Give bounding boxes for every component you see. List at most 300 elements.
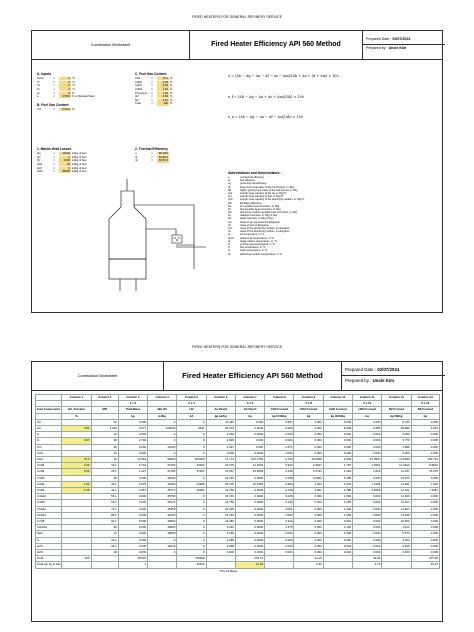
table-cell: kg CO2/kg bbox=[265, 413, 294, 419]
table-cell: 33.63 bbox=[353, 556, 382, 562]
table-cell: 42133 bbox=[177, 562, 206, 568]
table-cell: Column 9 bbox=[294, 395, 323, 401]
inputs-list bbox=[37, 77, 94, 99]
table-cell: 100 bbox=[62, 556, 91, 562]
heat-loss-unit: kJ/kg of fuel bbox=[72, 163, 87, 167]
table-cell: 8.929 bbox=[323, 426, 352, 432]
table-cell: 3.344 bbox=[265, 519, 294, 525]
abbreviation-description: mass of fuel, in kilograms bbox=[240, 223, 269, 227]
table-cell: 13.280 bbox=[206, 519, 235, 525]
table-cell: 2.33 bbox=[62, 463, 91, 469]
worksheet-title: Combustion Worksheet bbox=[32, 31, 190, 59]
input-value: 0 bbox=[59, 84, 71, 87]
abbreviation-description: stack heat loss, in J/kg of fuel bbox=[240, 217, 274, 221]
table-cell: 28.1 bbox=[91, 469, 118, 475]
table-cell: 0.0000 bbox=[235, 550, 264, 556]
abbreviation-symbol: hL bbox=[228, 185, 231, 189]
page-header: FIRED HEATERS FOR GENERAL REFINERY SERVICE bbox=[192, 15, 282, 19]
table-cell: 0 bbox=[177, 525, 206, 531]
table-cell: 0 bbox=[177, 519, 206, 525]
table-cell: 0.000 bbox=[118, 531, 147, 537]
abbreviation-description: gross thermal efficiency bbox=[240, 182, 267, 186]
table-cell: 8.6824 bbox=[411, 463, 439, 469]
table-cell: kg bbox=[294, 413, 323, 419]
table-cell: H2 bbox=[36, 426, 62, 432]
table-cell: 2.001 bbox=[411, 426, 439, 432]
table-cell: 46360 bbox=[148, 481, 177, 487]
fuel-gas-list bbox=[135, 77, 172, 106]
table-cell: 1.896 bbox=[382, 444, 411, 450]
table-cell: 16.075 bbox=[206, 463, 235, 469]
table-cell: 0.686 bbox=[353, 426, 382, 432]
abbreviation-symbol: ΔH bbox=[228, 201, 232, 205]
heat-loss-key: Qs bbox=[37, 155, 41, 159]
table-cell: 1.590 bbox=[323, 531, 352, 537]
table-cell: 15.576 bbox=[206, 481, 235, 487]
table-cell: 18 bbox=[91, 550, 118, 556]
heat-loss-value: 0 bbox=[59, 156, 71, 159]
table-cell: % bbox=[62, 413, 91, 419]
heat-loss-value: 0 bbox=[59, 167, 71, 170]
table-cell: 0.000 bbox=[118, 525, 147, 531]
table-cell: MR bbox=[91, 407, 118, 413]
efficiency-key: ηn bbox=[135, 159, 138, 163]
table-cell: 2.6240 bbox=[235, 426, 264, 432]
table-cell: 6.440 bbox=[206, 525, 235, 531]
table-cell: C3H6 bbox=[36, 488, 62, 494]
abbreviation-symbol: ma bbox=[228, 220, 232, 224]
fuel-gas-title: C. Fuel Gas Content bbox=[135, 72, 167, 76]
table-cell: 15.163 bbox=[206, 512, 235, 518]
table-cell: 4.292 bbox=[206, 432, 235, 438]
table-cell: 0.000 bbox=[118, 519, 147, 525]
table-cell: CO2 bbox=[36, 450, 62, 456]
table-cell: 1.000 bbox=[265, 450, 294, 456]
table-cell: 0.0000 bbox=[235, 475, 264, 481]
fuel-gas-unit: % bbox=[170, 88, 173, 92]
efficiency-equals: = bbox=[151, 159, 153, 163]
table-cell: 0.000 bbox=[323, 444, 352, 450]
input-value: 0 bbox=[59, 77, 71, 80]
table-cell: 14.755 bbox=[206, 488, 235, 494]
table-cell: 0.000 bbox=[294, 525, 323, 531]
table-cell: C3H8 bbox=[36, 481, 62, 487]
table-cell: 0.000 bbox=[411, 500, 439, 506]
table-cell: Column 1 bbox=[62, 395, 91, 401]
abbreviation-symbol: tm bbox=[228, 252, 231, 256]
efficiency-equals: = bbox=[151, 152, 153, 156]
table-cell: C4H8 bbox=[36, 500, 62, 506]
input-unit: % of liberated heat bbox=[72, 95, 95, 99]
abbreviation-description: fuel efficiency bbox=[240, 179, 256, 183]
table-cell: 45100 bbox=[148, 512, 177, 518]
table-cell: kJ/kg bbox=[148, 413, 177, 419]
abbreviation-symbol: ts bbox=[228, 242, 230, 246]
table-cell: Column 10 bbox=[323, 395, 352, 401]
heat-loss-key: ΔHf bbox=[37, 166, 42, 170]
heat-loss-equals: = bbox=[53, 166, 55, 170]
table-cell: 1.285 bbox=[323, 488, 352, 494]
fuel-gas-value: 3.82 bbox=[157, 95, 169, 98]
table-cell: 0.000 bbox=[118, 506, 147, 512]
table-cell: 0.000 bbox=[118, 494, 147, 500]
table-cell: 10.563 bbox=[382, 519, 411, 525]
table-cell: 11.446 bbox=[206, 419, 235, 425]
table-cell: 20.9369 bbox=[235, 469, 264, 475]
abbreviation-description: exit flue-gas temperature, in °C bbox=[240, 242, 276, 246]
table-cell: 2.467 bbox=[206, 444, 235, 450]
table-cell: 5.573 bbox=[382, 531, 411, 537]
table-cell: CO2 Formed bbox=[294, 407, 323, 413]
table-cell: 34.073 bbox=[206, 426, 235, 432]
table-cell: 0.000 bbox=[411, 432, 439, 438]
table-cell: 0 bbox=[148, 432, 177, 438]
table-cell: 0.000 bbox=[353, 438, 382, 444]
prepared-date: 02/07/2024 bbox=[392, 37, 411, 41]
table-cell: 0.000 bbox=[411, 475, 439, 481]
input-key: Tf bbox=[37, 80, 40, 84]
table-cell: 28 bbox=[91, 475, 118, 481]
table-cell: 0.000 bbox=[294, 450, 323, 456]
table-cell: 28 bbox=[91, 444, 118, 450]
fuel-gas-equals: = bbox=[151, 80, 153, 84]
fuel-gas-unit: % bbox=[170, 80, 173, 84]
table-cell: N2 Formed bbox=[411, 407, 439, 413]
fuel-gas-unit: % bbox=[170, 98, 173, 102]
table-cell: 2.0547 bbox=[294, 463, 323, 469]
abbreviation-description: mass of the atomizing medium, in kilograms bbox=[240, 230, 290, 234]
table-cell: 0.000 bbox=[118, 537, 147, 543]
table-cell: 0.000 bbox=[353, 432, 382, 438]
table-cell: S bbox=[36, 537, 62, 543]
table-cell: C5H12 bbox=[36, 506, 62, 512]
prepared-date-label: Prepared Date : bbox=[366, 37, 392, 41]
table-cell: 786499 bbox=[177, 556, 206, 562]
table-cell: 1.285 bbox=[323, 475, 352, 481]
table-cell: 0.000 bbox=[294, 543, 323, 549]
table-cell: 0.000 bbox=[323, 432, 352, 438]
table-cell: C bbox=[36, 432, 62, 438]
table-cell: 10.070 bbox=[382, 475, 411, 481]
table-cell: H2O Formed bbox=[353, 407, 382, 413]
table-cell: 0.0000 bbox=[235, 543, 264, 549]
table-cell: Column 2 bbox=[91, 395, 118, 401]
table-cell: 17.173 bbox=[206, 457, 235, 463]
fuel-gas-key: C3H8 bbox=[135, 88, 142, 92]
table-cell: 32 bbox=[91, 525, 118, 531]
footnote-row bbox=[36, 568, 440, 574]
table-cell: 0.000 bbox=[382, 432, 411, 438]
table-cell: 5.06 bbox=[62, 469, 91, 475]
table-cell: 67363 bbox=[177, 469, 206, 475]
table-cell: 0 bbox=[148, 450, 177, 456]
table-cell: 0.000 bbox=[353, 419, 382, 425]
table-cell: 11.607 bbox=[382, 506, 411, 512]
table-cell: 45350 bbox=[148, 506, 177, 512]
input-unit: °C bbox=[72, 84, 76, 88]
table-cell: 0 bbox=[177, 419, 206, 425]
table-cell: 0.000 bbox=[265, 438, 294, 444]
table-cell: Column 3 bbox=[118, 395, 147, 401]
table-cell: 0.000 bbox=[353, 475, 382, 481]
abbreviation-description: design datum temperature, in °C bbox=[240, 239, 277, 243]
fuel-gas-value: 1.56 bbox=[157, 92, 169, 95]
table-cell: Air Req'd bbox=[235, 407, 264, 413]
table-cell: 1.829 bbox=[353, 469, 382, 475]
table-cell: 45770 bbox=[148, 488, 177, 494]
table-cell: 0.000 bbox=[294, 506, 323, 512]
table-cell: 0.701 bbox=[118, 463, 147, 469]
table-cell: 0 bbox=[177, 432, 206, 438]
table-cell: 0.000 bbox=[411, 550, 439, 556]
table-cell: 0.000 bbox=[118, 500, 147, 506]
prepared-by-label: Prepared by : bbox=[366, 46, 388, 50]
table-cell: 0.000 bbox=[411, 419, 439, 425]
table-cell: Column 7 bbox=[235, 395, 264, 401]
input-value: 0 bbox=[59, 88, 71, 91]
table-cell: Total Mass bbox=[118, 407, 147, 413]
abbreviation-symbol: tamb bbox=[228, 236, 234, 240]
table-cell: C3H6 bbox=[36, 475, 62, 481]
prepared-by-label-2: Prepared by : bbox=[345, 378, 372, 383]
main-title-2: Fired Heater Efficiency API 560 Method bbox=[182, 371, 323, 380]
table-cell: Net HV bbox=[148, 407, 177, 413]
fuel-gas-unit: % bbox=[170, 91, 173, 95]
table-cell: 0.000 bbox=[265, 432, 294, 438]
table-cell: 25.989 bbox=[382, 426, 411, 432]
table-cell: 11.626 bbox=[382, 494, 411, 500]
table-cell: 0.000 bbox=[353, 506, 382, 512]
table-cell: 42.1 bbox=[91, 488, 118, 494]
fuel-content-equals: = bbox=[53, 108, 55, 112]
fuel-gas-value: 5.06 bbox=[157, 84, 169, 87]
table-cell: 46340 bbox=[148, 475, 177, 481]
table-cell: 0.000 bbox=[294, 550, 323, 556]
table-cell: 14.667 bbox=[206, 469, 235, 475]
efficiency-value: 85.18% bbox=[158, 152, 168, 156]
heat-loss-equals: = bbox=[53, 155, 55, 159]
table-cell: 0.000 bbox=[118, 550, 147, 556]
abbreviation-symbol: cpf bbox=[228, 195, 232, 199]
abbreviation-description: fuel sensible heat correction, in J/kg bbox=[240, 207, 281, 211]
input-key: Tamb bbox=[37, 77, 44, 81]
table-cell: 30061 bbox=[177, 488, 206, 494]
fuel-gas-equals: = bbox=[151, 77, 153, 81]
table-cell: H2O bbox=[36, 550, 62, 556]
table-cell: 0.000 bbox=[294, 537, 323, 543]
thermal-efficiency-list bbox=[135, 152, 170, 163]
table-cell: 0.8438 bbox=[353, 488, 382, 494]
table-cell: 0 bbox=[177, 531, 206, 537]
table-cell: CH4 bbox=[36, 457, 62, 463]
input-unit: °C bbox=[72, 80, 76, 84]
abbreviation-description: mass of air, expressed in kilograms bbox=[240, 220, 280, 224]
table-cell: 0.657 bbox=[118, 488, 147, 494]
table-cell: 15240 bbox=[148, 543, 177, 549]
abbreviation-description: atomizing medium temperature, in °C bbox=[240, 252, 283, 256]
table-cell: 0.000 bbox=[323, 450, 352, 456]
table-cell: Column 13 bbox=[411, 395, 439, 401]
abbreviation-symbol: ta bbox=[228, 233, 231, 237]
table-cell: 0.000 bbox=[294, 426, 323, 432]
fuel-gas-value: 6.07 bbox=[157, 99, 169, 102]
fuel-gas-unit: % bbox=[170, 95, 173, 99]
table-cell: 0.000 bbox=[411, 438, 439, 444]
table-cell: 47490 bbox=[148, 463, 177, 469]
input-equals: = bbox=[53, 77, 55, 81]
efficiency-value: 83.51% bbox=[158, 159, 168, 163]
table-cell: 9.6905 bbox=[235, 488, 264, 494]
main-title: Fired Heater Efficiency API 560 Method bbox=[211, 41, 341, 48]
table-cell: 0.000 bbox=[323, 550, 352, 556]
table-cell: 47190 bbox=[148, 469, 177, 475]
table-cell: 0.000 bbox=[294, 494, 323, 500]
sheet-header-2 bbox=[32, 362, 442, 391]
table-cell: 4.646 bbox=[382, 543, 411, 549]
table-cell: 15.370 bbox=[206, 494, 235, 500]
table-cell: 0.000 bbox=[411, 543, 439, 549]
table-cell: 1.56 bbox=[62, 488, 91, 494]
abbreviation-description: net thermal efficiency bbox=[240, 176, 265, 179]
table-cell: 0 bbox=[177, 512, 206, 518]
heat-loss-equals: = bbox=[53, 152, 55, 156]
table-cell: 11.187 bbox=[382, 469, 411, 475]
fuel-gas-row bbox=[135, 102, 172, 106]
fuel-gas-equals: = bbox=[151, 102, 153, 106]
table-cell: 0.000 bbox=[265, 426, 294, 432]
table-cell: 56.1 bbox=[91, 494, 118, 500]
table-cell: 0 bbox=[177, 444, 206, 450]
table-cell: kg bbox=[353, 413, 382, 419]
footnote: *Dry Air Basis bbox=[219, 568, 238, 573]
table-cell: 10100 bbox=[148, 444, 177, 450]
fuel-gas-value: 75.4 bbox=[157, 77, 169, 80]
table-cell: 1.375 bbox=[265, 525, 294, 531]
table-cell: 0 bbox=[177, 438, 206, 444]
fuel-gas-unit: % bbox=[170, 77, 173, 81]
input-equals: = bbox=[53, 88, 55, 92]
input-value: 0 bbox=[59, 81, 71, 84]
table-cell: 0.0000 bbox=[235, 494, 264, 500]
table-cell: 0.000 bbox=[411, 450, 439, 456]
table-cell: kg N2/kg bbox=[382, 413, 411, 419]
table-cell: 14.25 bbox=[235, 562, 264, 568]
table-cell: NH3 bbox=[36, 531, 62, 537]
table-cell: 0.0000 bbox=[235, 450, 264, 456]
fuel-content-value: 0.00% bbox=[59, 108, 71, 111]
input-unit: °C bbox=[72, 77, 76, 81]
table-cell: 0.0000 bbox=[235, 519, 264, 525]
table-cell: kg air/kg bbox=[206, 413, 235, 419]
fuel-content-title: B. Fuel Gas Content bbox=[37, 103, 69, 107]
table-cell: 0 bbox=[177, 550, 206, 556]
table-cell: 1.571 bbox=[265, 444, 294, 450]
heat-loss-title: 1. Maxim Heat Losses bbox=[37, 147, 72, 151]
input-value: 0 bbox=[59, 92, 71, 95]
table-cell: 12 bbox=[91, 432, 118, 438]
table-cell: 0.000 bbox=[118, 419, 147, 425]
table-cell: 0.000 bbox=[235, 438, 264, 444]
table-cell: 1.281 bbox=[323, 469, 352, 475]
abbreviation-symbol: mt bbox=[228, 230, 231, 234]
table-cell: 0.000 bbox=[294, 432, 323, 438]
table-cell: 0.000 bbox=[382, 550, 411, 556]
formula-fuel-efficiency: e_f = (Δh − Δq − Δa + Δr + Δm)/(Δh) × 100 bbox=[228, 95, 304, 99]
table-cell: 31485 bbox=[177, 481, 206, 487]
table-cell: 0.000 bbox=[265, 543, 294, 549]
heat-loss-equals: = bbox=[53, 163, 55, 167]
worksheet-top bbox=[31, 30, 443, 313]
thermal-efficiency-title: 2. Thermal Efficiency bbox=[135, 147, 168, 151]
heat-loss-unit: kJ/kg of fuel bbox=[72, 170, 87, 174]
abbreviation-description: fuel temperature, in °C bbox=[240, 246, 266, 250]
table-cell: 0.000 bbox=[294, 500, 323, 506]
heat-loss-value: 88000 bbox=[59, 170, 71, 173]
table-cell: 10.5783 bbox=[235, 481, 264, 487]
table-cell: kg bbox=[411, 413, 439, 419]
table-cell: 13.210 bbox=[206, 475, 235, 481]
table-cell: 50000 bbox=[148, 457, 177, 463]
efficiency-row bbox=[135, 159, 170, 163]
table-cell: 1.633 bbox=[323, 481, 352, 487]
table-cell: 0.000 bbox=[265, 531, 294, 537]
table-cell: 0.000 bbox=[206, 450, 235, 456]
abbreviation-description: stack temperature, in °C bbox=[240, 249, 268, 253]
table-cell: C6H14 bbox=[36, 512, 62, 518]
table-cell: 10.97 bbox=[411, 562, 439, 568]
abbreviation-symbol: Δa bbox=[228, 204, 232, 208]
table-cell: Total bbox=[36, 556, 62, 562]
heat-loss-value: 1000 bbox=[59, 159, 71, 162]
abbreviation-symbol: Δf bbox=[228, 207, 231, 211]
table-cell: 0 bbox=[177, 450, 206, 456]
table-cell: 0.000 bbox=[353, 550, 382, 556]
table-cell: H2O Formed bbox=[323, 407, 352, 413]
table-cell: 0.000 bbox=[118, 475, 147, 481]
table-cell: 0.000 bbox=[411, 525, 439, 531]
abbreviation-symbol: mf bbox=[228, 223, 231, 227]
table-cell: 1.1091 bbox=[353, 481, 382, 487]
table-cell: 3 x 10 bbox=[353, 401, 382, 407]
table-cell: 0.000 bbox=[294, 444, 323, 450]
formula-net-efficiency: e = (Δh − Δq − Δa − Δf − Δs − Δm)/(Δh + Δa + Δf + Δm) × 100 bbox=[228, 74, 339, 78]
abbreviation-description: mass of the atomizing medium, in kilograms bbox=[240, 227, 290, 230]
heat-loss-list bbox=[37, 152, 86, 174]
table-cell: 11.2634 bbox=[235, 463, 264, 469]
table-cell: 0 bbox=[148, 537, 177, 543]
table-cell: 44.1 bbox=[91, 481, 118, 487]
table-cell: 0.000 bbox=[353, 537, 382, 543]
table-cell: 3.028 bbox=[265, 494, 294, 500]
abbreviation-symbol: mm bbox=[228, 227, 233, 230]
table-cell: 18600 bbox=[148, 531, 177, 537]
table-cell: 0.000 bbox=[353, 519, 382, 525]
abbreviation-description: specific heat capacity of fuel, in J/kg°C bbox=[240, 195, 284, 199]
fuel-gas-key: CH4 bbox=[135, 77, 141, 81]
fuel-content-list bbox=[37, 108, 74, 112]
table-cell: C2H6 bbox=[36, 463, 62, 469]
table-cell: 0 bbox=[177, 500, 206, 506]
table-cell: 0.0000 bbox=[235, 525, 264, 531]
table-cell: 0.000 bbox=[294, 512, 323, 518]
table-cell: 0.000 bbox=[235, 419, 264, 425]
table-cell: 0 bbox=[148, 438, 177, 444]
table-cell: 3.138 bbox=[265, 469, 294, 475]
table-cell: 0.000 bbox=[411, 444, 439, 450]
table-cell: 12.064 bbox=[118, 457, 147, 463]
table-cell: 0.000 bbox=[353, 512, 382, 518]
table-cell: 45170 bbox=[148, 500, 177, 506]
